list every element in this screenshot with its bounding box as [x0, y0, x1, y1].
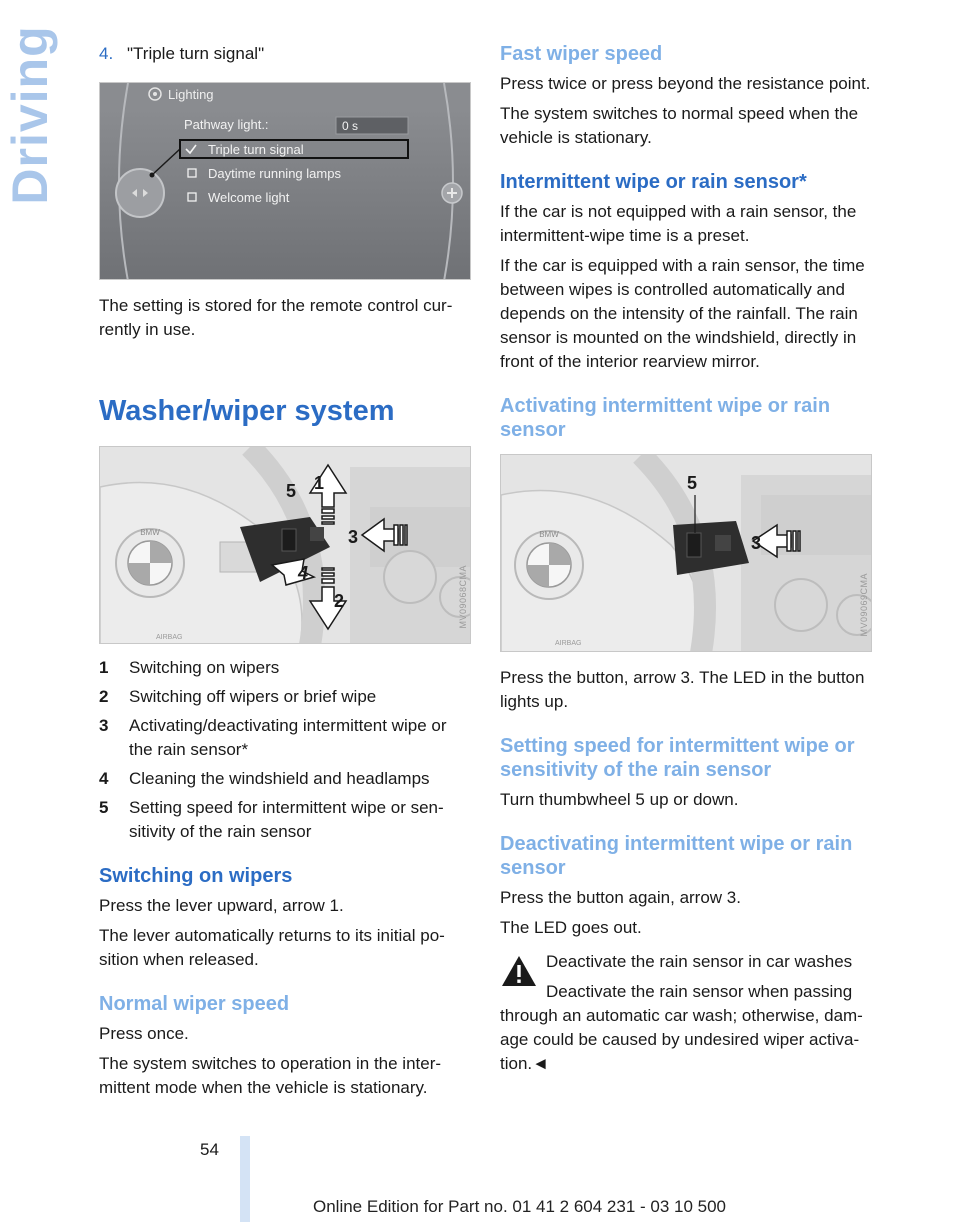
idrive-screen-graphic — [100, 83, 471, 280]
list-item-number: 3 — [99, 716, 109, 735]
section-title-washer-wiper: Washer/wiper system — [99, 395, 395, 427]
callout-1: 1 — [314, 473, 325, 493]
airbag-label: AIRBAG — [156, 634, 183, 641]
paragraph: Press the button again, arrow 3. — [500, 888, 741, 907]
footer-edition-text: Online Edition for Part no. 01 41 2 604 231 - 03 10 500 — [313, 1197, 727, 1216]
list-item-number: 1 — [99, 658, 109, 677]
footer-accent-bar — [240, 1136, 250, 1222]
heading-fast-speed: Fast wiper speed — [500, 43, 663, 65]
list-item-number: 4 — [99, 769, 109, 788]
list-item — [99, 767, 473, 791]
paragraph: The system switches to normal speed when the vehicle is stationary. — [500, 104, 859, 147]
bmw-logo-icon — [515, 531, 583, 599]
list-item-number: 5 — [99, 798, 109, 817]
step-text: "Triple turn signal" — [127, 44, 265, 63]
step-4 — [99, 42, 473, 66]
wiper-lever-graphic — [100, 447, 471, 644]
wiper-legend-list — [99, 656, 473, 844]
list-item-text: Setting speed for intermittent wipe or sen-sitivity of the rain sensor — [129, 798, 444, 841]
list-item — [99, 796, 473, 844]
screen-row-daytime-label: Daytime running lamps — [208, 166, 341, 181]
paragraph: If the car is equipped with a rain sensor, the time between wipes is controlled automatically and depends on the intensity of the rainfall. The rain sensor is mounted on the windshield, directly in front of the interior rearview mirror. — [500, 256, 865, 371]
screen-row-triple-label: Triple turn signal — [208, 142, 304, 157]
screen-row-pathway-value: 0 s — [342, 119, 359, 133]
heading-setting-speed: Setting speed for intermittent wipe or sensitivity of the rain sensor — [500, 735, 855, 781]
heading-switching-on: Switching on wipers — [99, 865, 293, 887]
callout-2: 2 — [334, 591, 345, 611]
thumbwheel — [282, 529, 296, 551]
heading-intermittent: Intermittent wipe or rain sensor* — [500, 171, 807, 193]
step-number: 4. — [99, 44, 114, 63]
intermittent-button-graphic — [501, 455, 872, 652]
callout-5: 5 — [687, 473, 698, 493]
list-item-text: Switching on wipers — [129, 658, 280, 677]
paragraph: The LED goes out. — [500, 918, 642, 937]
thumbwheel — [687, 533, 701, 557]
callout-3: 3 — [348, 527, 359, 547]
warning-note — [500, 950, 874, 1076]
list-item-text: Cleaning the windshield and headlamps — [129, 769, 430, 788]
paragraph: Turn thumbwheel 5 up or down. — [500, 790, 739, 809]
bmw-lettering: BMW — [140, 528, 160, 537]
heading-deactivating: Deactivating intermittent wipe or rain sensor — [500, 833, 853, 879]
callout-3: 3 — [751, 533, 762, 553]
paragraph: The system switches to operation in the inter-mittent mode when the vehicle is stationary. — [99, 1054, 442, 1097]
intermittent-button — [310, 527, 324, 541]
figure-code: MV09069CMA — [859, 573, 869, 637]
heading-activating: Activating intermittent wipe or rain sensor — [500, 395, 831, 441]
figure-code: MV09068CMA — [458, 565, 468, 629]
stored-note: The setting is stored for the remote control cur-rently in use. — [99, 296, 453, 339]
idrive-lighting-screen-figure — [99, 82, 471, 280]
right-column — [500, 42, 874, 1076]
paragraph: If the car is not equipped with a rain sensor, the intermittent-wipe time is a preset. — [500, 202, 857, 245]
intermittent-button — [715, 535, 731, 551]
list-item-number: 2 — [99, 687, 109, 706]
list-item — [99, 656, 473, 680]
paragraph: Press twice or press beyond the resistance point. — [500, 74, 871, 93]
chapter-side-tab — [0, 25, 60, 205]
list-item-text: Activating/deactivating intermittent wipe or the rain sensor* — [129, 716, 447, 759]
list-item — [99, 685, 473, 709]
paragraph: The lever automatically returns to its initial po-sition when released. — [99, 926, 445, 969]
bmw-lettering: BMW — [539, 530, 559, 539]
warning-title: Deactivate the rain sensor in car washes — [546, 952, 853, 971]
screen-menu-title: Lighting — [168, 87, 214, 102]
screen-row-pathway-label: Pathway light.: — [184, 117, 269, 132]
bmw-logo-icon — [116, 529, 184, 597]
heading-normal-speed: Normal wiper speed — [99, 993, 290, 1015]
paragraph: Press the button, arrow 3. The LED in the button lights up. — [500, 668, 865, 711]
list-item — [99, 714, 473, 762]
paragraph: Press the lever upward, arrow 1. — [99, 896, 344, 915]
paragraph: Press once. — [99, 1024, 189, 1043]
wiper-lever-figure — [99, 446, 471, 644]
warning-triangle-icon — [500, 954, 538, 988]
warning-body: Deactivate the rain sensor when passing through an automatic car wash; otherwise, dam-age could be caused by undesired wiper activa-tion.◄ — [500, 982, 863, 1073]
chapter-title: Driving — [2, 25, 58, 205]
left-column — [99, 42, 473, 1106]
airbag-label: AIRBAG — [555, 640, 582, 647]
controller-knob-icon — [116, 169, 164, 217]
screen-row-welcome-label: Welcome light — [208, 190, 290, 205]
list-item-text: Switching off wipers or brief wipe — [129, 687, 377, 706]
intermittent-button-figure — [500, 454, 872, 652]
callout-4: 4 — [298, 563, 309, 583]
page-number: 54 — [200, 1140, 219, 1159]
callout-5: 5 — [286, 481, 297, 501]
